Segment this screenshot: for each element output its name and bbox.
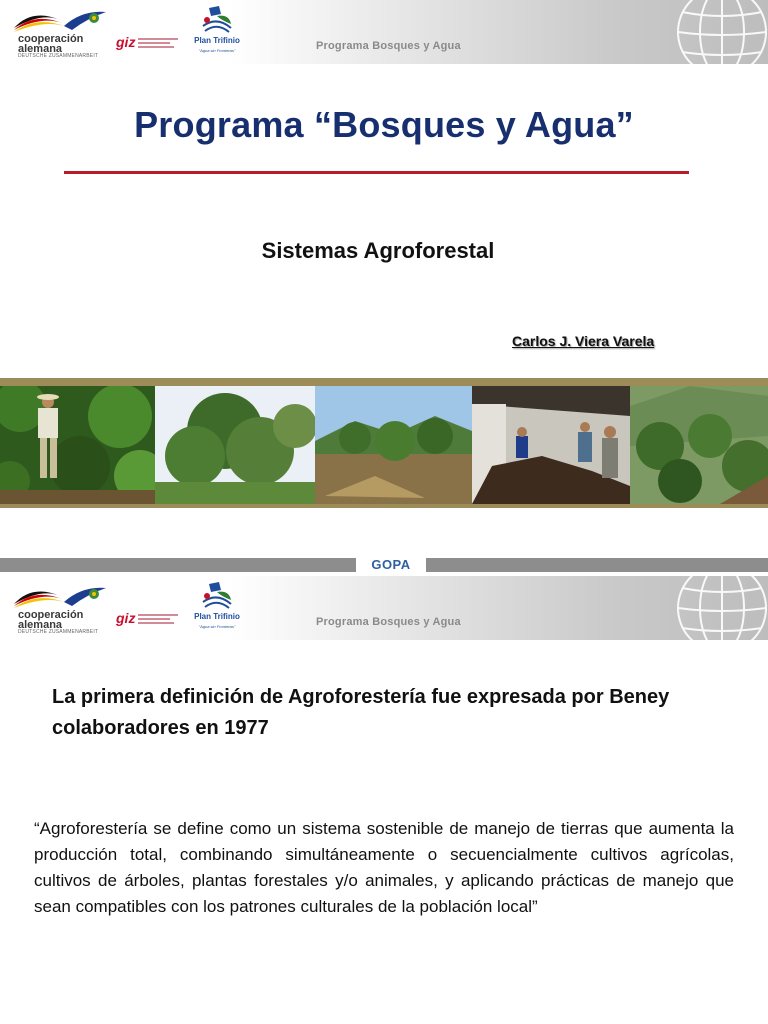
avocado-tree-photo <box>155 386 315 504</box>
photo-strip <box>0 378 768 508</box>
header-tagline: Programa Bosques y Agua <box>316 616 461 628</box>
cooperacion-sub-label: DEUTSCHE ZUSAMMENARBEIT <box>18 53 99 59</box>
header-tagline: Programa Bosques y Agua <box>316 40 461 52</box>
hillside-crops-photo <box>630 386 768 504</box>
plan-trifinio-logo <box>190 4 244 62</box>
giz-logo <box>116 610 180 630</box>
slide-definition <box>0 576 768 1024</box>
subtitle: Sistemas Agroforestal <box>261 238 495 263</box>
footer-bar <box>0 558 768 572</box>
trifinio-emblem-icon <box>197 580 237 612</box>
coffee-farmer-photo <box>0 386 155 504</box>
slide-header <box>0 576 768 640</box>
giz-label: giz <box>116 610 136 626</box>
gopa-logo <box>356 558 426 572</box>
cooperacion-alemana-logo <box>12 582 112 638</box>
main-title: Programa “Bosques y Agua” <box>134 104 634 145</box>
giz-label: giz <box>116 34 136 50</box>
trifinio-label: Plan Trifinio <box>194 36 240 45</box>
trifinio-sub-label: "Agua sin Fronteras" <box>198 48 236 53</box>
cooperacion-label: cooperación alemana <box>18 609 84 631</box>
cooperacion-alemana-logo <box>12 6 112 62</box>
author-name: Carlos J. Viera Varela <box>512 333 655 349</box>
definition-heading: La primera definición de Agroforestería fue expresada por Beney colaboradores en 1977 <box>52 686 670 739</box>
trifinio-emblem-icon <box>197 4 237 36</box>
young-trees-photo <box>315 386 472 504</box>
flag-swoosh-icon <box>12 6 112 36</box>
gopa-label: GOPA <box>371 557 411 572</box>
compost-workers-photo <box>472 386 630 504</box>
giz-logo <box>116 34 180 54</box>
title-divider <box>64 171 689 174</box>
trifinio-label: Plan Trifinio <box>194 612 240 621</box>
flag-swoosh-icon <box>12 582 112 612</box>
trifinio-sub-label: "Agua sin Fronteras" <box>198 624 236 629</box>
giz-subtext-lines <box>138 614 178 626</box>
definition-quote: “Agroforestería se define como un sistema sostenible de manejo de tierras que aumenta la producción total, combinando simultáneamente o secuencialmente cultivos agrícolas, cultivos de árboles, plantas forestales y/o animales, y aplicando prácticas de manejo que sean compatibles con los patrones culturales de la población local” <box>34 819 734 916</box>
cooperacion-label: cooperación alemana <box>18 33 84 55</box>
slide-header <box>0 0 768 64</box>
globe-icon <box>670 576 768 654</box>
plan-trifinio-logo <box>190 580 244 638</box>
cooperacion-sub-label: DEUTSCHE ZUSAMMENARBEIT <box>18 629 99 635</box>
globe-icon <box>670 0 768 78</box>
giz-subtext-lines <box>138 38 178 50</box>
